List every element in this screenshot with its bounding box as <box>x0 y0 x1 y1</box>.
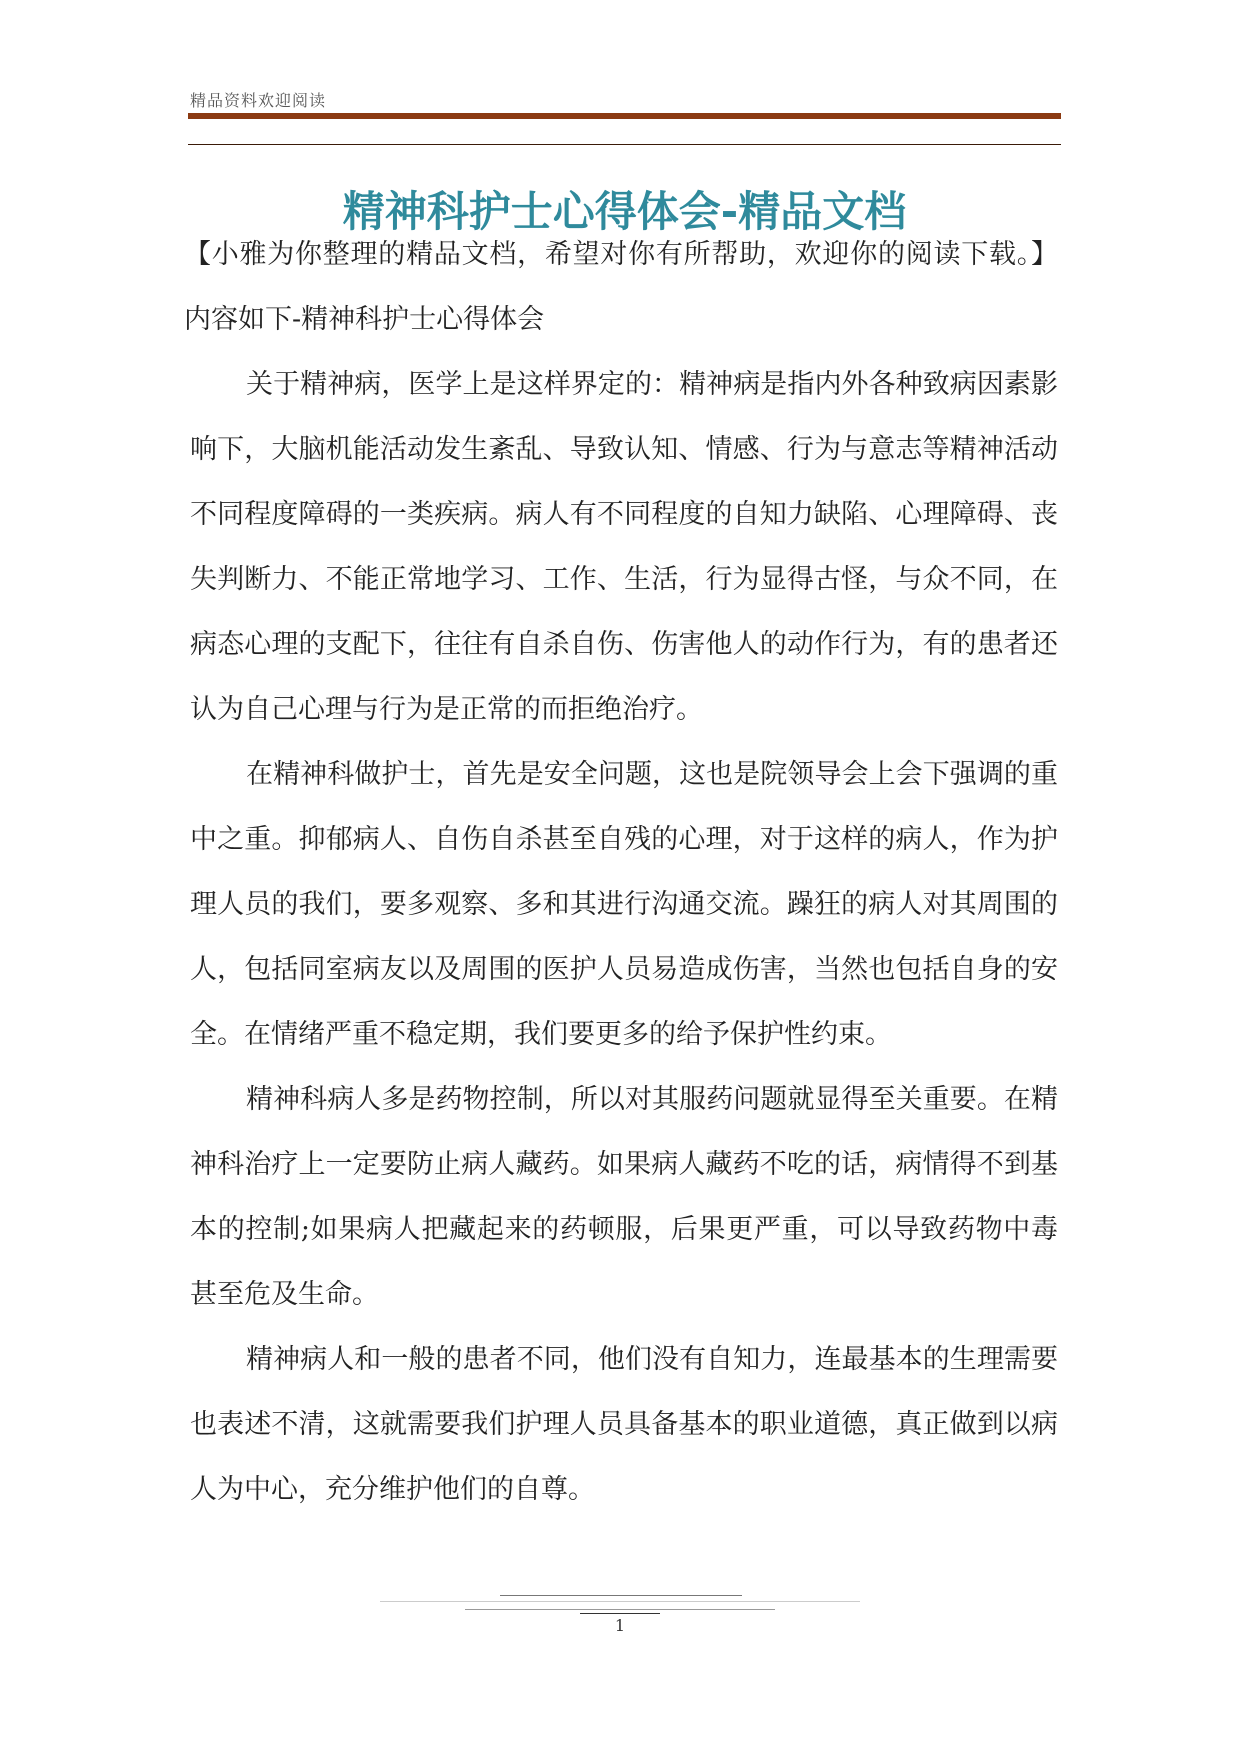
body-paragraph: 在精神科做护士，首先是安全问题，这也是院领导会上会下强调的重中之重。抑郁病人、自伤自杀甚至自残的心理，对于这样的病人，作为护理人员的我们，要多观察、多和其进行沟通交流。躁狂的病人对其周围的人，包括同室病友以及周围的医护人员易造成伤害，当然也包括自身的安全。在情绪严重不稳定期，我们要更多的给予保护性约束。 <box>190 759 1058 1050</box>
footer-divider <box>465 1609 775 1610</box>
footer-divider <box>580 1613 660 1614</box>
document-body <box>184 222 1058 1522</box>
page-number: 1 <box>614 1616 626 1635</box>
body-paragraph: 关于精神病，医学上是这样界定的：精神病是指内外各种致病因素影响下，大脑机能活动发生紊乱、导致认知、情感、行为与意志等精神活动不同程度障碍的一类疾病。病人有不同程度的自知力缺陷、心理障碍、丧失判断力、不能正常地学习、工作、生活，行为显得古怪，与众不同，在病态心理的支配下，往往有自杀自伤、伤害他人的动作行为，有的患者还认为自己心理与行为是正常的而拒绝治疗。 <box>190 369 1058 725</box>
body-paragraph: 精神科病人多是药物控制，所以对其服药问题就显得至关重要。在精神科治疗上一定要防止病人藏药。如果病人藏药不吃的话，病情得不到基本的控制;如果病人把藏起来的药顿服，后果更严重，可以导致药物中毒甚至危及生命。 <box>190 1084 1058 1310</box>
document-title: 精神科护士心得体会-精品文档 <box>342 187 907 237</box>
footer-divider <box>380 1601 860 1602</box>
header-rule-thick <box>188 113 1061 119</box>
header-rule-thin <box>188 144 1061 145</box>
footer-divider <box>500 1595 742 1596</box>
page-header-text: 精品资料欢迎阅读 <box>190 91 327 110</box>
intro-paragraph: 【小雅为你整理的精品文档，希望对你有所帮助，欢迎你的阅读下载。】内容如下-精神科护士心得体会 <box>184 239 1058 335</box>
body-paragraph: 精神病人和一般的患者不同，他们没有自知力，连最基本的生理需要也表述不清，这就需要我们护理人员具备基本的职业道德，真正做到以病人为中心，充分维护他们的自尊。 <box>190 1344 1058 1505</box>
